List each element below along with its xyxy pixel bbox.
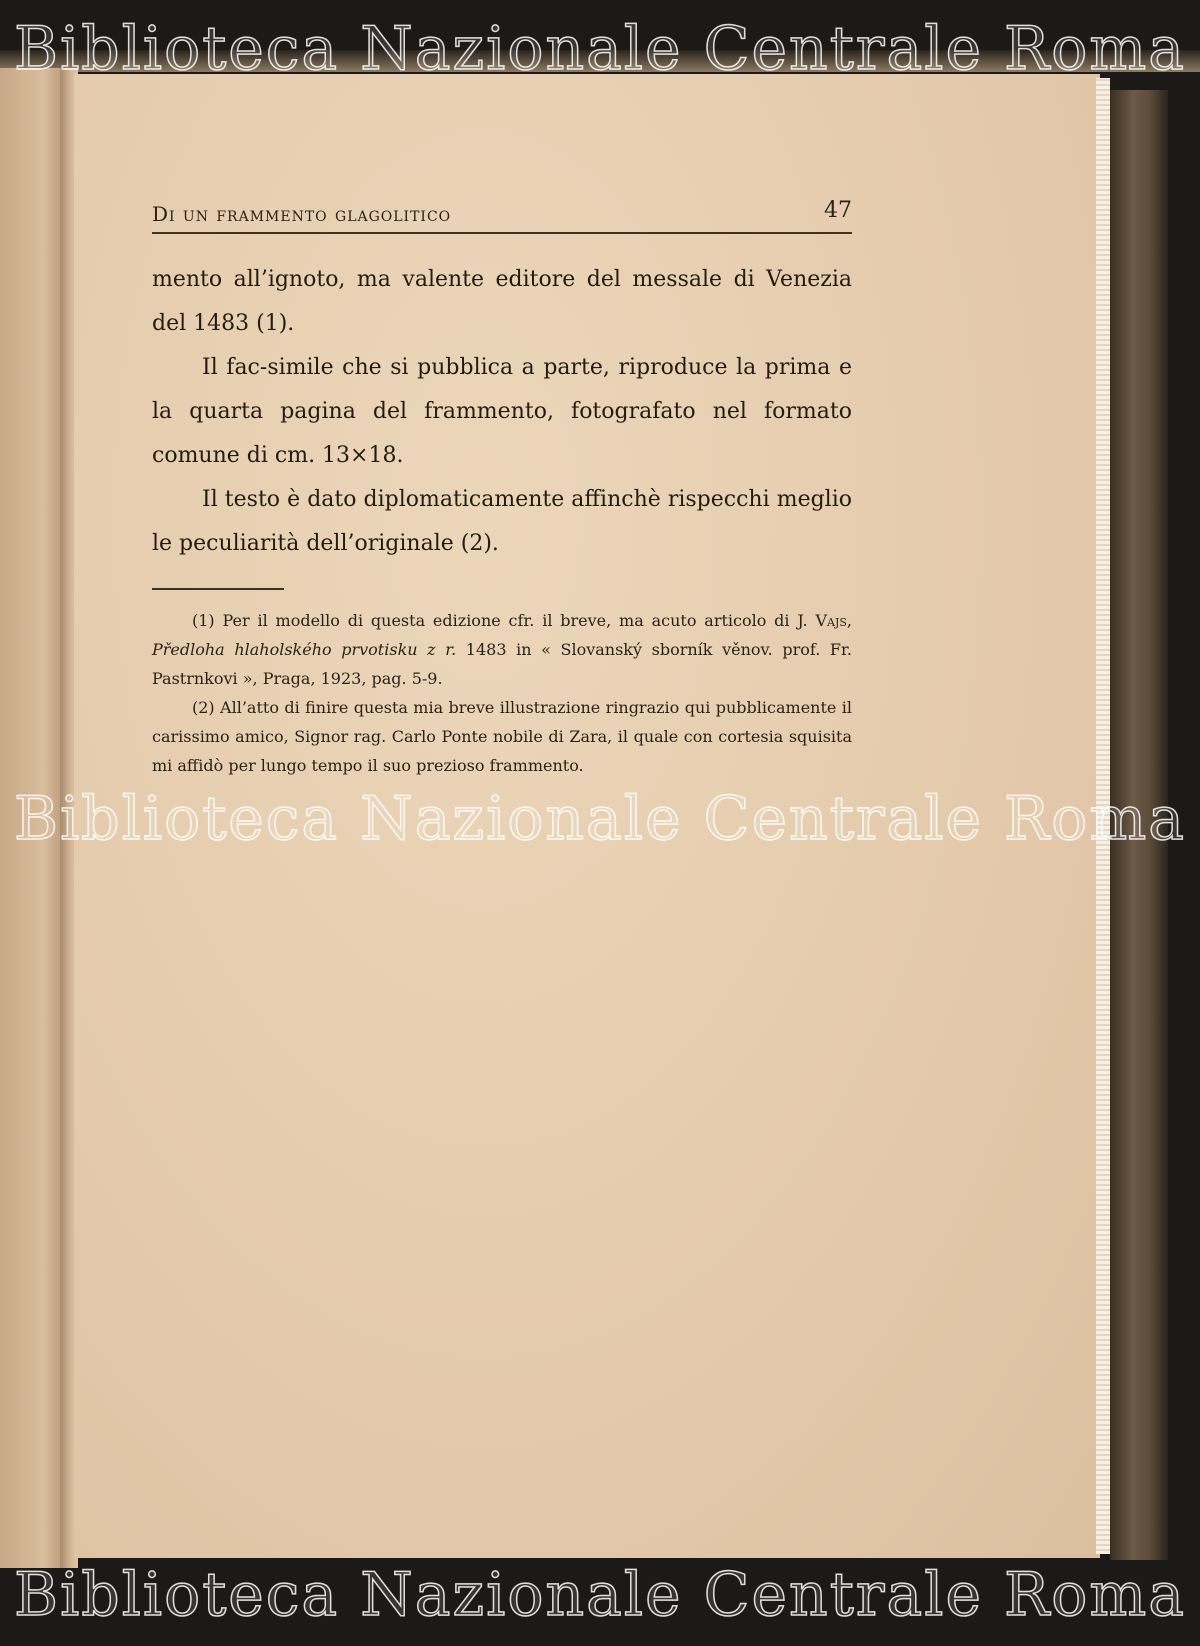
footnote-1: (1) Per il modello di questa edizione cfr. il breve, ma acuto articolo di J. Vajs, Předloha hlaholského prvotisku z r. 1483 in « Slovanský sborník věnov. prof. Fr. Pastrnkovi », Praga, 1923, pag. 5-9.	[152, 611, 852, 688]
watermark-middle: Biblioteca Nazionale Centrale Roma	[14, 784, 1186, 854]
running-title: Di un frammento glagolitico	[152, 202, 452, 226]
watermark-top: Biblioteca Nazionale Centrale Roma	[14, 14, 1186, 84]
running-header	[152, 196, 852, 236]
paragraph-2: Il fac-simile che si pubblica a parte, riproduce la prima e la quarta pagina del frammento, fotografato nel formato comune di cm. 13×18.	[152, 355, 852, 468]
paragraph-3: Il testo è dato diplomaticamente affinchè rispecchi meglio le peculiarità dell’originale (2).	[152, 487, 852, 556]
watermark-bottom: Biblioteca Nazionale Centrale Roma	[14, 1560, 1186, 1630]
page-number: 47	[824, 198, 852, 223]
header-rule	[152, 232, 852, 234]
footnote-rule	[152, 588, 284, 590]
footnote-2: (2) All’atto di finire questa mia breve illustrazione ringrazio qui pubblicamente il carissimo amico, Signor rag. Carlo Ponte nobile di Zara, il quale con cortesia squisita mi affidò per lungo tempo il suo prezioso frammento.	[152, 698, 852, 775]
footnotes	[152, 606, 852, 780]
paragraph-1: mento all’ignoto, ma valente editore del messale di Venezia del 1483 (1).	[152, 267, 852, 336]
footnote-author: Vajs	[815, 611, 847, 630]
body-text	[152, 258, 852, 566]
footnote-title: Předloha hlaholského prvotisku z r.	[152, 640, 457, 659]
